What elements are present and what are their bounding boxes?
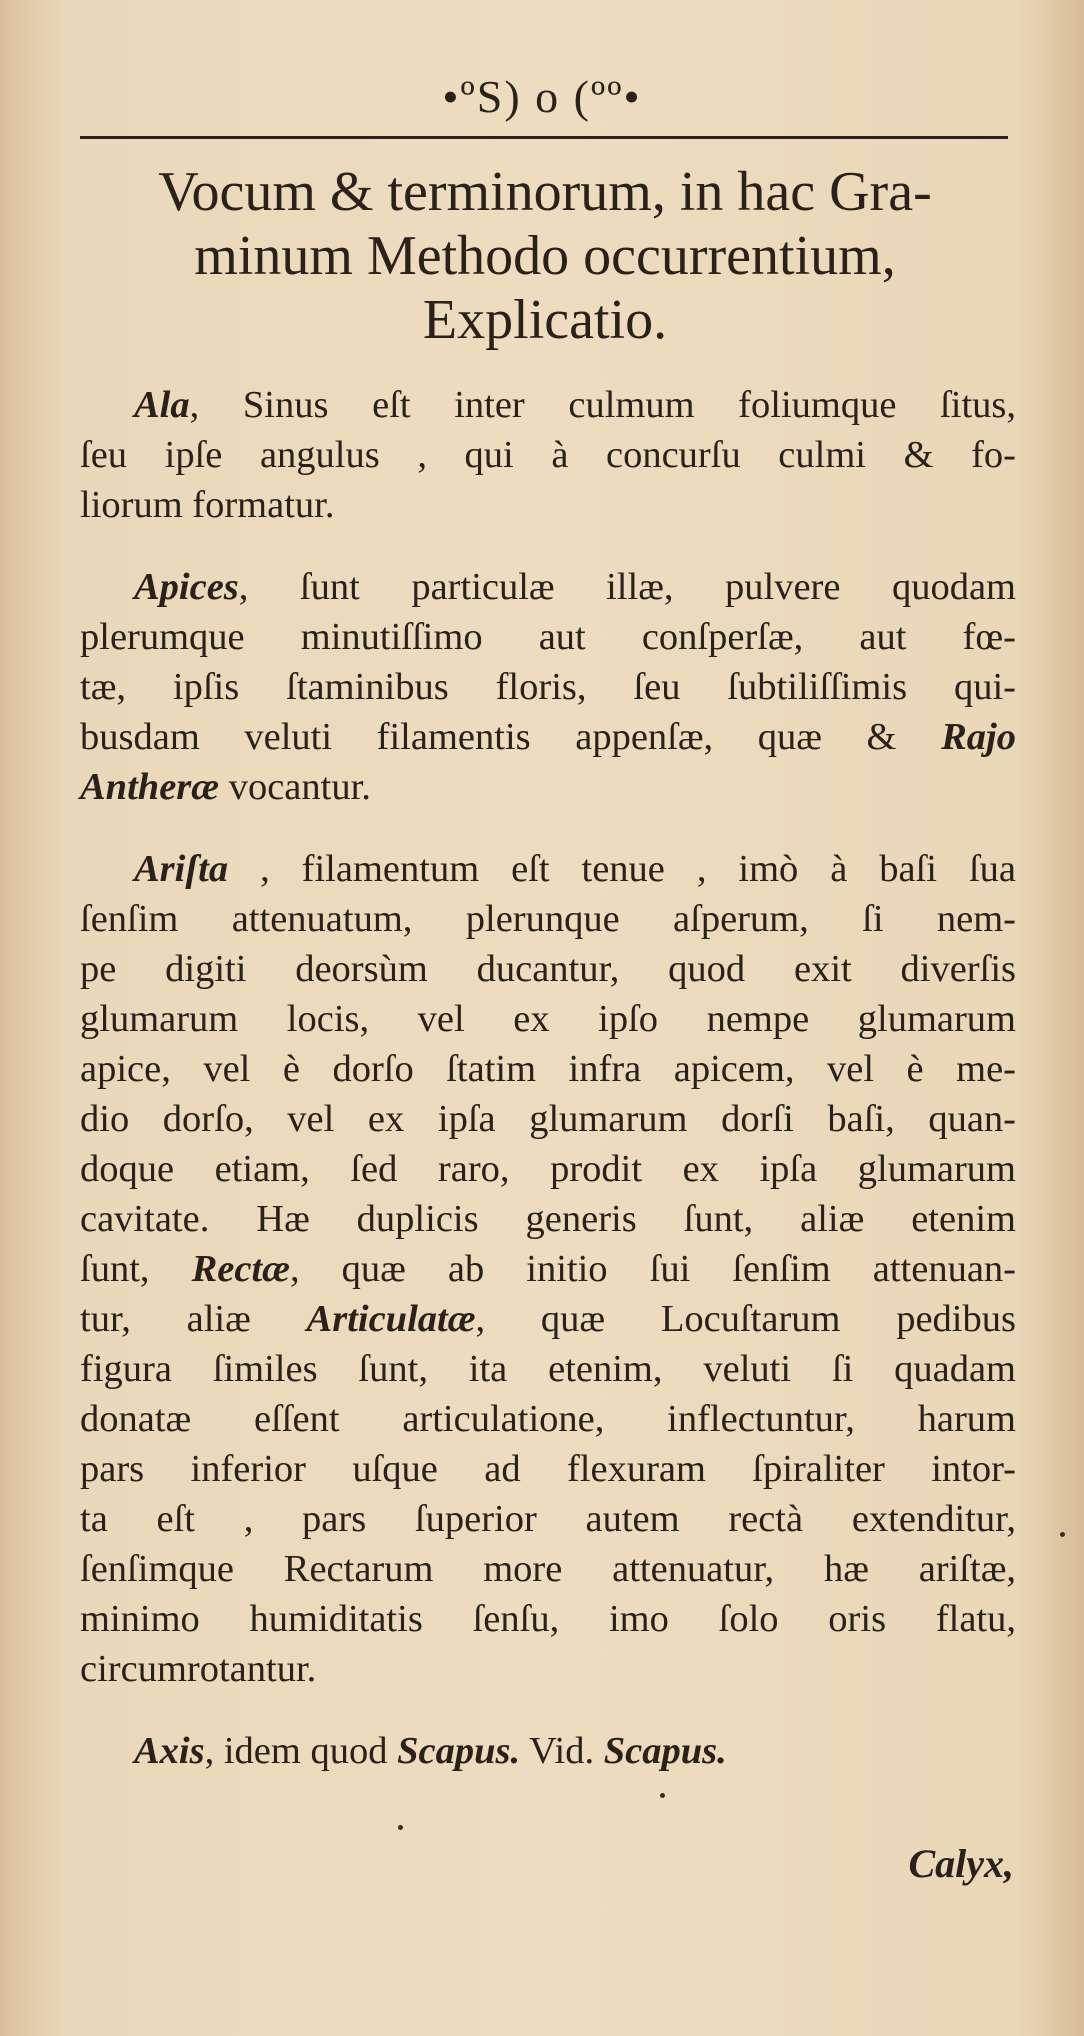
entry-line: ſenſimque Rectarum more attenuatur, hæ ariſtæ, — [80, 1548, 1016, 1590]
section-title — [70, 160, 1020, 352]
entry-line: tæ, ipſis ſtaminibus floris, ſeu ſubtiliſſimis qui- — [80, 666, 1016, 708]
entry-text: , quæ Locuſtarum pedibus — [475, 1298, 1016, 1340]
entry-line: doque etiam, ſed raro, prodit ex ipſa glumarum — [80, 1148, 1016, 1190]
entry-line: glumarum locis, vel ex ipſo nempe glumarum — [80, 998, 1016, 1040]
entry-line: donatæ eſſent articulatione, inflectuntur, harum — [80, 1398, 1016, 1440]
entry-line: ta eſt , pars ſuperior autem rectà extenditur, — [80, 1498, 1016, 1540]
entry-text: ſunt, — [80, 1248, 192, 1290]
ink-speck — [1060, 1532, 1065, 1537]
title-line-1: Vocum & terminorum, in hac Gra- — [158, 161, 932, 223]
entry-axis — [80, 1726, 1016, 1776]
entry-text: Vid. — [520, 1730, 604, 1772]
italic-term: Scapus. — [603, 1730, 727, 1772]
entry-text: , ſunt particulæ illæ, pulvere quodam — [238, 566, 1016, 608]
entry-line: pars inferior uſque ad flexuram ſpiraliter intor- — [80, 1448, 1016, 1490]
entry-line: minimo humiditatis ſenſu, imo ſolo oris flatu, — [80, 1598, 1016, 1640]
entry-apices — [80, 562, 1016, 812]
entry-line: dio dorſo, vel ex ipſa glumarum dorſi baſi, quan- — [80, 1098, 1016, 1140]
title-line-2: minum Methodo occurrentium, — [194, 225, 896, 287]
running-head: •ºS) o (ºº• — [442, 71, 642, 122]
ink-speck — [398, 1825, 403, 1830]
entry-line: figura ſimiles ſunt, ita etenim, veluti ſi quadam — [80, 1348, 1016, 1390]
title-line-3: Explicatio. — [422, 289, 668, 351]
entry-text: vocantur. — [219, 766, 371, 808]
entry-line — [80, 712, 1016, 762]
italic-term: Rajo — [941, 716, 1016, 758]
entry-line: liorum formatur. — [80, 484, 335, 526]
entry-text: , filamentum eſt tenue , imò à baſi ſua — [228, 848, 1016, 890]
entry-ala — [80, 380, 1016, 530]
italic-term: Scapus. — [397, 1730, 521, 1772]
glossary-body — [80, 380, 1016, 1808]
entry-line: ſenſim attenuatum, plerunque aſperum, ſi nem- — [80, 898, 1016, 940]
entry-line — [80, 762, 1016, 812]
entry-line: plerumque minutiſſimo aut conſperſæ, aut fœ- — [80, 616, 1016, 658]
entry-line — [80, 1726, 1016, 1776]
entry-text: tur, aliæ — [80, 1298, 307, 1340]
entry-line — [80, 1294, 1016, 1344]
ink-speck — [660, 1793, 665, 1798]
entry-line: ſeu ipſe angulus , qui à concurſu culmi & fo- — [80, 434, 1016, 476]
entry-term: Axis — [134, 1730, 205, 1772]
entry-text: , Sinus eſt inter culmum foliumque ſitus, — [189, 384, 1016, 426]
italic-term: Articulatæ — [306, 1298, 476, 1340]
entry-arista — [80, 844, 1016, 1694]
entry-term: Ariſta — [134, 848, 229, 890]
entry-line: cavitate. Hæ duplicis generis ſunt, aliæ etenim — [80, 1198, 1016, 1240]
header-rule — [80, 136, 1008, 139]
italic-term: Antheræ — [80, 766, 220, 808]
entry-line — [80, 1244, 1016, 1294]
catchword: Calyx, — [908, 1841, 1014, 1886]
entry-text: , idem quod — [204, 1730, 398, 1772]
italic-term: Rectæ — [191, 1248, 290, 1290]
entry-line — [80, 844, 1016, 894]
entry-text: , quæ ab initio ſui ſenſim attenuan- — [289, 1248, 1016, 1290]
entry-line: pe digiti deorsùm ducantur, quod exit diverſis — [80, 948, 1016, 990]
entry-text: busdam veluti filamentis appenſæ, quæ & — [80, 716, 942, 758]
entry-line — [80, 562, 1016, 612]
entry-line: circumrotantur. — [80, 1648, 317, 1690]
entry-line — [80, 380, 1016, 430]
entry-term: Ala — [134, 384, 190, 426]
entry-line: apice, vel è dorſo ſtatim infra apicem, vel è me- — [80, 1048, 1016, 1090]
entry-term: Apices — [134, 566, 239, 608]
